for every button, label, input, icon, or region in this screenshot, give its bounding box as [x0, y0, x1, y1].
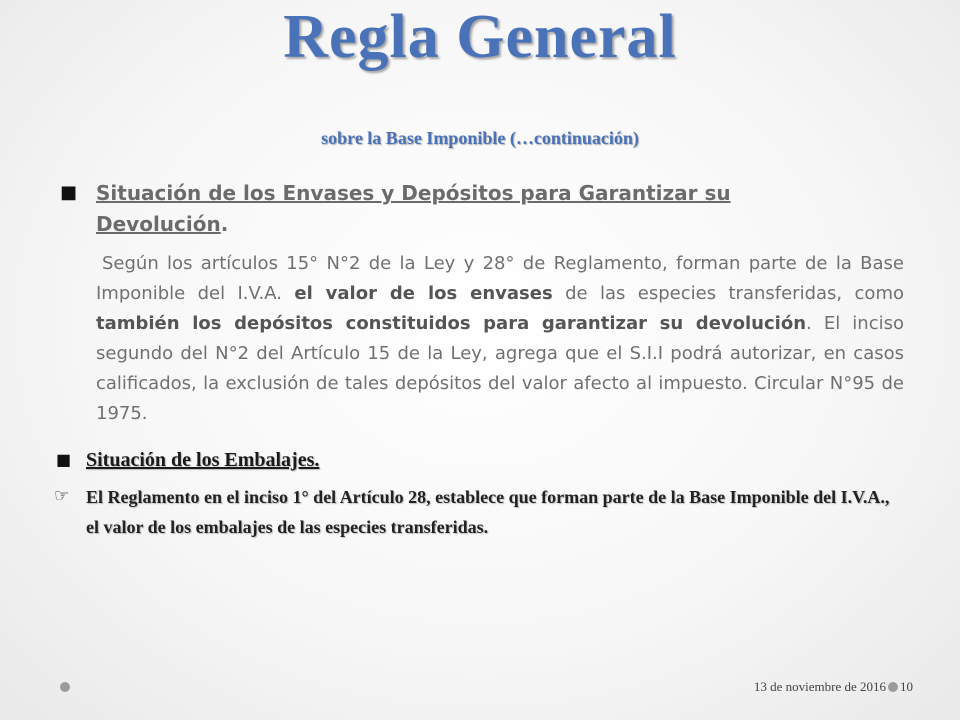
footer-date: 13 de noviembre de 2016 — [753, 679, 886, 694]
section1-heading-text: Situación de los Envases y Depósitos para Garantizar su Devolución — [96, 181, 731, 236]
slide-subtitle: sobre la Base Imponible (…continuación) — [321, 128, 639, 148]
section1-body-part1: Según los artículos 15° N°2 de la Ley y 28° de Reglamento, forman parte de la Base Imponible del I.V.A. — [96, 253, 904, 304]
section2-heading: Situación de los Embalajes. — [86, 449, 320, 471]
section1-body-part3: . El inciso segundo del N°2 del Artículo 15 de la Ley, agrega que el S.I.I podrá autorizar, en casos calificados, la exclusión de tales depósitos del valor afecto al impuesto. Circular N°95 de 1975. — [96, 313, 904, 424]
section1-body-bold2: también los depósitos constituidos para garantizar su devolución — [96, 313, 807, 334]
square-bullet-icon: ■ — [60, 182, 78, 203]
section1-heading — [96, 178, 836, 240]
section1-body — [96, 249, 904, 429]
square-bullet-icon: ■ — [56, 450, 72, 469]
pointing-hand-icon: ☞ — [54, 486, 70, 506]
section1-body-part2: de las especies transferidas, como — [552, 283, 904, 304]
section1-body-bold1: el valor de los envases — [294, 283, 553, 304]
footer-page-number: 10 — [900, 679, 913, 694]
slide-title: Regla General — [283, 3, 677, 71]
footer-left-dot — [60, 682, 70, 692]
section2-body: El Reglamento en el inciso 1° del Artículo 28, establece que forman parte de la Base Imponible del I.V.A., el valor de los embalajes de las especies transferidas. — [86, 487, 890, 537]
section1-heading-end: . — [220, 212, 229, 236]
footer-right-dot — [888, 682, 898, 692]
